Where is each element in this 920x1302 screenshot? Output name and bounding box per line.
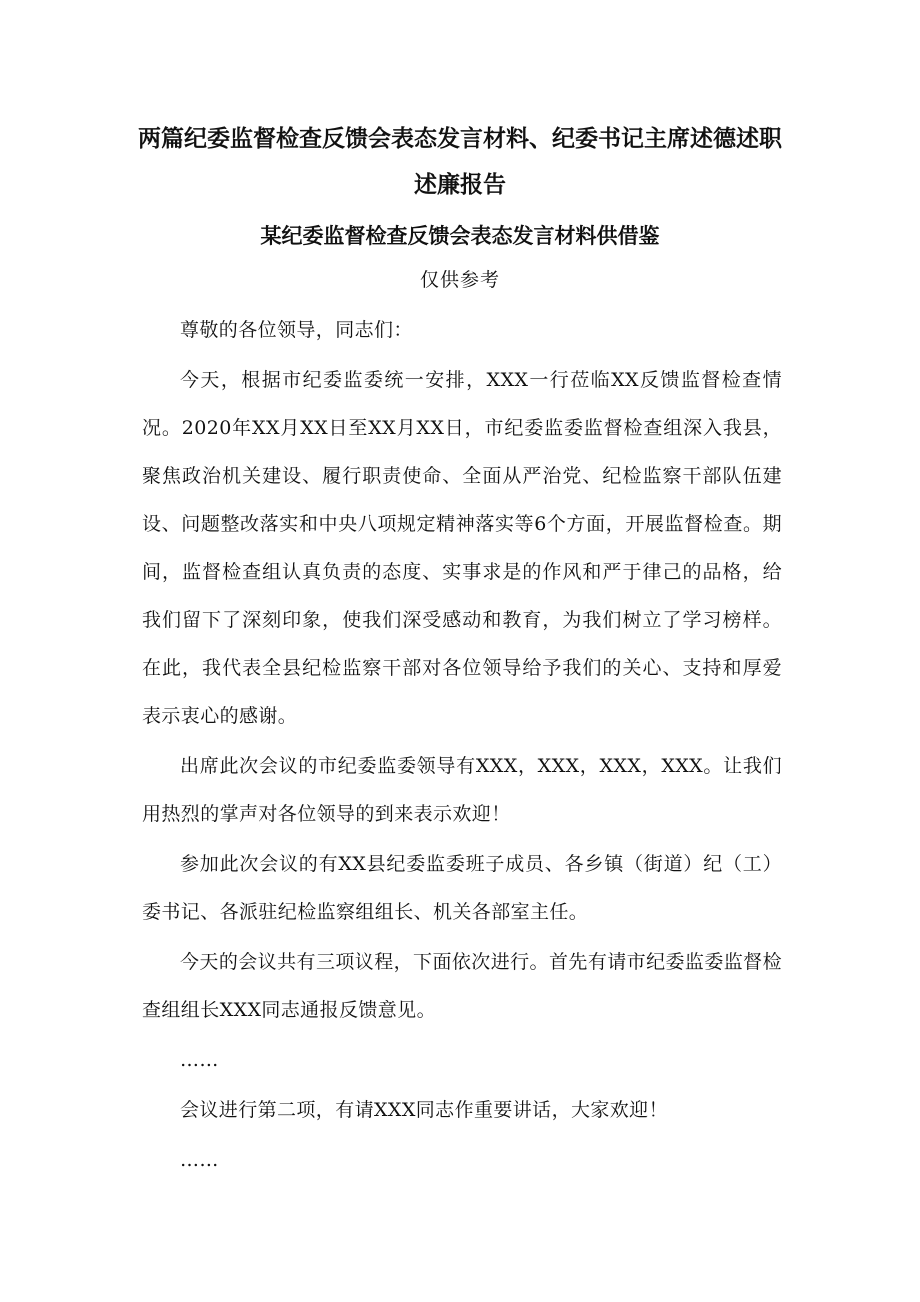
ellipsis-paragraph: ……	[180, 1149, 219, 1171]
ellipsis-paragraph: ……	[180, 1049, 219, 1071]
body-paragraph: 会议进行第二项，有请XXX同志作重要讲话，大家欢迎！	[180, 1099, 668, 1121]
reference-note: 仅供参考	[419, 269, 500, 291]
document-body	[0, 306, 920, 1184]
body-paragraph: 出席此次会议的市纪委监委领导有XXX，XXX，XXX，XXX。让我们用热烈的掌声对各位领导的到来表示欢迎！	[142, 755, 782, 825]
document-subtitle: 某纪委监督检查反馈会表态发言材料供借鉴	[260, 224, 660, 248]
body-paragraph: 参加此次会议的有XX县纪委监委班子成员、各乡镇（街道）纪（工）委书记、各派驻纪检监察组组长、机关各部室主任。	[142, 853, 782, 923]
salutation-paragraph: 尊敬的各位领导，同志们：	[180, 319, 413, 341]
body-paragraph: 今天的会议共有三项议程，下面依次进行。首先有请市纪委监委监督检查组组长XXX同志通报反馈意见。	[142, 951, 782, 1021]
body-paragraph: 今天，根据市纪委监委统一安排，XXX一行莅临XX反馈监督检查情况。2020年XX月XX日至XX月XX日，市纪委监委监督检查组深入我县，聚焦政治机关建设、履行职责使命、全面从严治党、纪检监察干部队伍建设、问题整改落实和中央八项规定精神落实等6个方面，开展监督检查。期间，监督检查组认真负责的态度、实事求是的作风和严于律己的品格，给我们留下了深刻印象，使我们深受感动和教育，为我们树立了学习榜样。在此，我代表全县纪检监察干部对各位领导给予我们的关心、支持和厚爱表示衷心的感谢。	[142, 369, 782, 727]
document-title: 两篇纪委监督检查反馈会表态发言材料、纪委书记主席述德述职述廉报告	[138, 126, 782, 198]
